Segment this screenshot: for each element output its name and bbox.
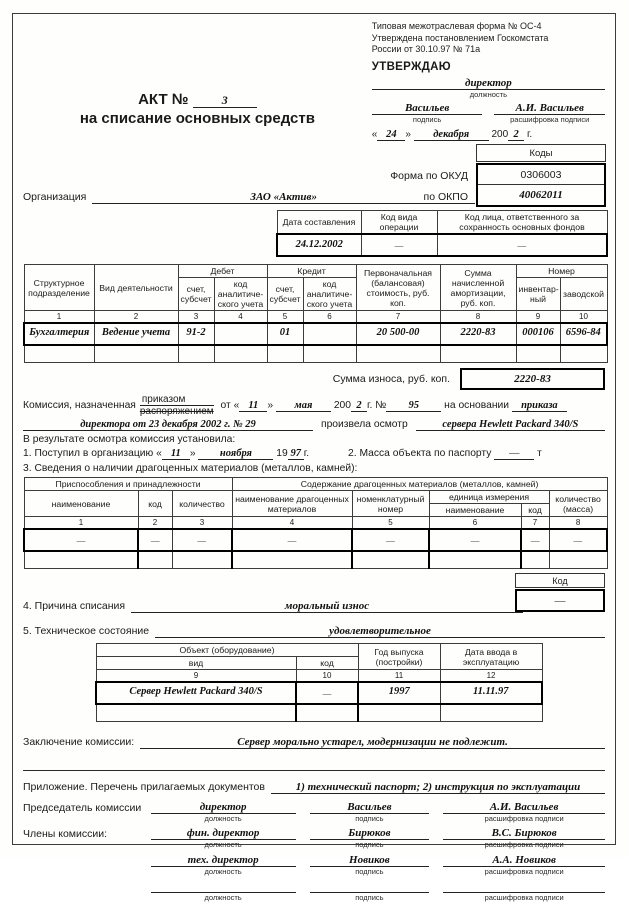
conclusion-row [23, 736, 605, 749]
main-empty-row [24, 345, 607, 363]
codes-values [476, 163, 606, 207]
approve-position-value: директор [464, 77, 512, 90]
form-reference [372, 21, 605, 56]
cell-factory: 6596-84 [560, 323, 607, 345]
date-table-header [277, 211, 607, 235]
materials-header-row1 [24, 478, 607, 491]
conclusion-label: Заключение комиссии: [23, 736, 135, 748]
member3-name: расшифровка подписи [443, 879, 605, 902]
doc-title [23, 91, 372, 129]
h-credit: Кредит [267, 265, 356, 278]
basis-label: на основании [444, 400, 510, 412]
year-suffix: г. [526, 128, 533, 140]
appendix-label: Приложение. Перечень прилагаемых документов [23, 781, 265, 793]
commission-day: 11 [248, 400, 259, 412]
commission-year: 2 [356, 400, 362, 412]
signatures-block [23, 800, 605, 902]
code-box-header: Код [515, 573, 605, 588]
approve-month: декабря [433, 128, 470, 140]
item1-year-suffix: г. [303, 448, 310, 459]
wear-sum-box [460, 368, 605, 390]
chairman-caption: Председатель комиссии [23, 802, 142, 814]
h-depreciation: Сумма начисленной амортизации, руб. коп. [440, 265, 516, 311]
item3-label: 3. Сведения о наличии драгоценных материалов (металлов, камней): [23, 463, 358, 474]
member2-position: тех. директор должность [151, 853, 296, 876]
h-content: Содержание драгоценных материалов (металлов, камней) [232, 478, 607, 491]
h-nomenclature: номенклатурный номер [352, 491, 429, 517]
header-left [23, 21, 372, 151]
sign-label: подпись [412, 115, 442, 125]
h-object-kind: вид [96, 657, 296, 670]
h-activity: Вид деятельности [94, 265, 178, 311]
okud-value: 0306003 [478, 165, 604, 185]
h-unit-code: код [521, 504, 549, 517]
object-data-row [96, 682, 542, 704]
h-inventory: инвентар-ный [516, 278, 560, 311]
materials-header-row2 [24, 491, 607, 504]
member3-position: должность [151, 879, 296, 902]
materials-empty-row [24, 551, 607, 569]
decrypt-label: расшифровка подписи [510, 115, 590, 125]
item1-label: 1. Поступил в организацию [23, 448, 154, 459]
doc-title-label: АКТ № [138, 91, 189, 108]
doc-title-line2: на списание основных средств [79, 109, 315, 127]
approve-sign-field [372, 101, 483, 115]
wear-sum-label: Сумма износа, руб. коп. [332, 373, 450, 385]
h-mass: количество (масса) [549, 491, 607, 517]
wear-sum-value: 2220-83 [514, 373, 551, 385]
h-debit: Дебет [178, 265, 267, 278]
item1-day: 11 [170, 448, 181, 459]
okud-label: Форма по ОКУД [390, 169, 468, 182]
cell-start-date: 11.11.97 [440, 682, 542, 704]
conclusion-value: Сервер морально устарел, модернизации не подлежит. [237, 736, 508, 748]
cell-activity: Ведение учета [94, 323, 178, 345]
chairman-position: директор должность [151, 800, 296, 823]
codes-block [390, 144, 606, 207]
approve-day: 24 [386, 128, 397, 140]
main-data-row [24, 323, 607, 345]
approve-name-col [494, 101, 605, 124]
approve-heading: УТВЕРЖДАЮ [371, 61, 451, 74]
doc-title-line1 [23, 91, 372, 110]
date-header-cell: Дата составления [277, 211, 361, 235]
commission-year-suffix: г. [367, 400, 373, 412]
basis-value-2: директора от 23 декабря 2002 г. № 29 [80, 419, 256, 430]
chairman-row [23, 800, 605, 823]
item1-month: ноября [219, 448, 252, 459]
h-acc-quantity: количество [172, 491, 232, 517]
commission-items-line [23, 448, 605, 460]
h-object-code: код [296, 657, 358, 670]
members-caption: Члены комиссии: [23, 828, 108, 841]
commission-line1 [23, 394, 605, 417]
quote-open: « [156, 448, 162, 459]
commission-section [23, 394, 605, 474]
action-label: произвела осмотр [321, 419, 408, 430]
action-value: сервера Hewlett Packard 340/S [442, 419, 579, 430]
commission-line2 [23, 419, 605, 431]
h-accessories: Приспособления и принадлежности [24, 478, 232, 491]
h-start-date: Дата ввода в эксплуатацию [440, 644, 542, 670]
reason-label: 4. Причина списания [23, 600, 126, 612]
h-structural: Структурное подразделение [24, 265, 94, 311]
by-direction-struck: распоряжением [139, 406, 214, 417]
approve-sign-col [372, 101, 483, 124]
commission-month: мая [294, 400, 313, 412]
h-materials-name: наименование драгоценных материалов [232, 491, 352, 517]
member-row-2 [23, 853, 605, 876]
date-table [276, 210, 608, 257]
form-ref-line3: России от 30.10.97 № 71а [371, 44, 481, 55]
cell-debit-analytic [214, 323, 267, 345]
from-label: от [220, 400, 231, 412]
appendix-value: 1) технический паспорт; 2) инструкция по эксплуатации [295, 781, 581, 793]
cell-build-year: 1997 [358, 682, 440, 704]
commission-result-line: В результате осмотра комиссия установила: [23, 434, 236, 445]
h-initial-cost: Первоначальная (балансовая) стоимость, руб. коп. [356, 265, 440, 311]
codes-labels [390, 144, 476, 207]
okpo-value: 40062011 [519, 189, 563, 201]
item2-unit: т [537, 448, 542, 459]
cell-debit-account: 91-2 [178, 323, 214, 345]
condition-label: 5. Техническое состояние [23, 625, 150, 637]
quote-close: » [189, 448, 196, 459]
h-unit-name: наименование [429, 504, 521, 517]
codes-header: Коды [476, 144, 606, 162]
cell-credit-analytic [303, 323, 356, 345]
object-header-row1 [96, 644, 542, 657]
conclusion-field [140, 736, 605, 749]
cell-structural: Бухгалтерия [24, 323, 94, 345]
approve-sign-row [372, 101, 605, 124]
chairman-sign: Васильев подпись [310, 800, 430, 823]
commission-intro: Комиссия, назначенная [23, 400, 136, 412]
appendix-field [271, 781, 605, 794]
by-order: приказом [140, 394, 214, 406]
condition-row [23, 625, 605, 638]
object-empty-row [96, 704, 542, 722]
item2-label: 2. Масса объекта по паспорту [348, 448, 492, 459]
action-field [416, 419, 605, 431]
h-unit: единица измерения [429, 491, 549, 504]
h-debit-analytic: код аналитиче-ского учета [214, 278, 267, 311]
organization-value: ЗАО «Актив» [250, 191, 317, 203]
doc-number-value: 3 [193, 94, 257, 108]
h-acc-code: код [138, 491, 172, 517]
approve-position-field [372, 76, 605, 90]
quote-close: » [405, 128, 411, 140]
main-col-numbers: 1 2 3 4 5 6 7 8 9 10 [24, 311, 607, 323]
cell-object-kind: Сервер Hewlett Packard 340/S [96, 682, 296, 704]
wear-sum-row [23, 368, 605, 390]
h-build-year: Год выпуска (постройки) [358, 644, 440, 670]
cell-depreciation: 2220-83 [440, 323, 516, 345]
member-row-3 [23, 879, 605, 902]
materials-data-row: — — — — — — — — [24, 529, 607, 551]
reason-code-box [515, 573, 605, 612]
chairman-name: А.И. Васильев расшифровка подписи [443, 800, 605, 823]
approval-block [372, 21, 605, 151]
fixed-asset-table [23, 264, 608, 363]
organization-label: Организация [23, 191, 87, 203]
form-ref-line2: Утверждена постановлением Госкомстата [371, 32, 549, 43]
reason-row [23, 600, 523, 613]
member1-name: В.С. Бирюков расшифровка подписи [443, 826, 605, 849]
h-object: Объект (оборудование) [96, 644, 358, 657]
member2-name: А.А. Новиков расшифровка подписи [443, 853, 605, 876]
codes-box [476, 144, 606, 207]
main-header-row1 [24, 265, 607, 278]
appendix-row [23, 781, 605, 794]
quote-open: « [371, 128, 378, 140]
materials-col-numbers: 1 2 3 4 5 6 7 8 [24, 517, 607, 529]
approve-name-field [494, 101, 605, 115]
header [23, 21, 605, 151]
okpo-label: по ОКПО [423, 190, 468, 203]
approve-year: 2 [513, 128, 519, 140]
cell-inventory: 000106 [516, 323, 560, 345]
commission-year-century: 200 [333, 400, 352, 412]
approve-date-line [372, 129, 605, 141]
materials-table [23, 477, 608, 569]
cell-credit-account: 01 [267, 323, 303, 345]
member2-sign: Новиков подпись [310, 853, 430, 876]
cell-initial-cost: 20 500-00 [356, 323, 440, 345]
member3-sign: подпись [310, 879, 430, 902]
condition-field [155, 625, 605, 638]
h-number: Номер [516, 265, 607, 278]
conclusion-continuation-line [23, 749, 605, 771]
condition-value: удовлетворительное [329, 625, 431, 637]
page-frame [12, 13, 616, 902]
commission-number-label: № [375, 400, 387, 412]
item1-year-century: 19 [276, 448, 288, 459]
member1-sign: Бирюков подпись [310, 826, 430, 849]
h-credit-account: счет, субсчет [267, 278, 303, 311]
commission-number: 95 [408, 400, 420, 412]
opcode-value-cell: — [361, 234, 437, 256]
opcode-header-cell: Код вида операции [361, 211, 437, 235]
object-col-numbers: 9 10 11 12 [96, 670, 542, 682]
form-ref-line1: Типовая межотраслевая форма № ОС-4 [371, 21, 542, 31]
quote-close: » [267, 400, 274, 412]
h-credit-analytic: код аналитиче-ского учета [303, 278, 356, 311]
reason-field [131, 600, 523, 613]
cell-object-code: — [296, 682, 358, 704]
basis-field-2 [23, 419, 313, 431]
member1-position: фин. директор должность [151, 826, 296, 849]
member-row-1 [23, 826, 605, 849]
year-century: 200 [491, 128, 509, 140]
person-code-header-cell: Код лица, ответственного за сохранность основных фондов [437, 211, 607, 235]
h-debit-account: счет, субсчет [178, 278, 214, 311]
position-label: должность [469, 90, 507, 100]
order-or-direction [140, 394, 214, 417]
approve-sign-value: Васильев [404, 102, 450, 115]
code-box-value: — [515, 589, 605, 612]
reason-section [23, 573, 605, 617]
basis-value-1: приказа [521, 400, 558, 412]
date-value-cell: 24.12.2002 [277, 234, 361, 256]
item1-year: 97 [290, 448, 302, 459]
approve-name-value: А.И. Васильев [515, 102, 584, 115]
quote-open: « [233, 400, 240, 412]
person-code-value-cell: — [437, 234, 607, 256]
h-factory: заводской [560, 278, 607, 311]
date-table-values [277, 234, 607, 256]
reason-value: моральный износ [284, 600, 370, 612]
item2-value: — [494, 448, 534, 460]
object-table [95, 643, 543, 722]
h-acc-name: наименование [24, 491, 138, 517]
